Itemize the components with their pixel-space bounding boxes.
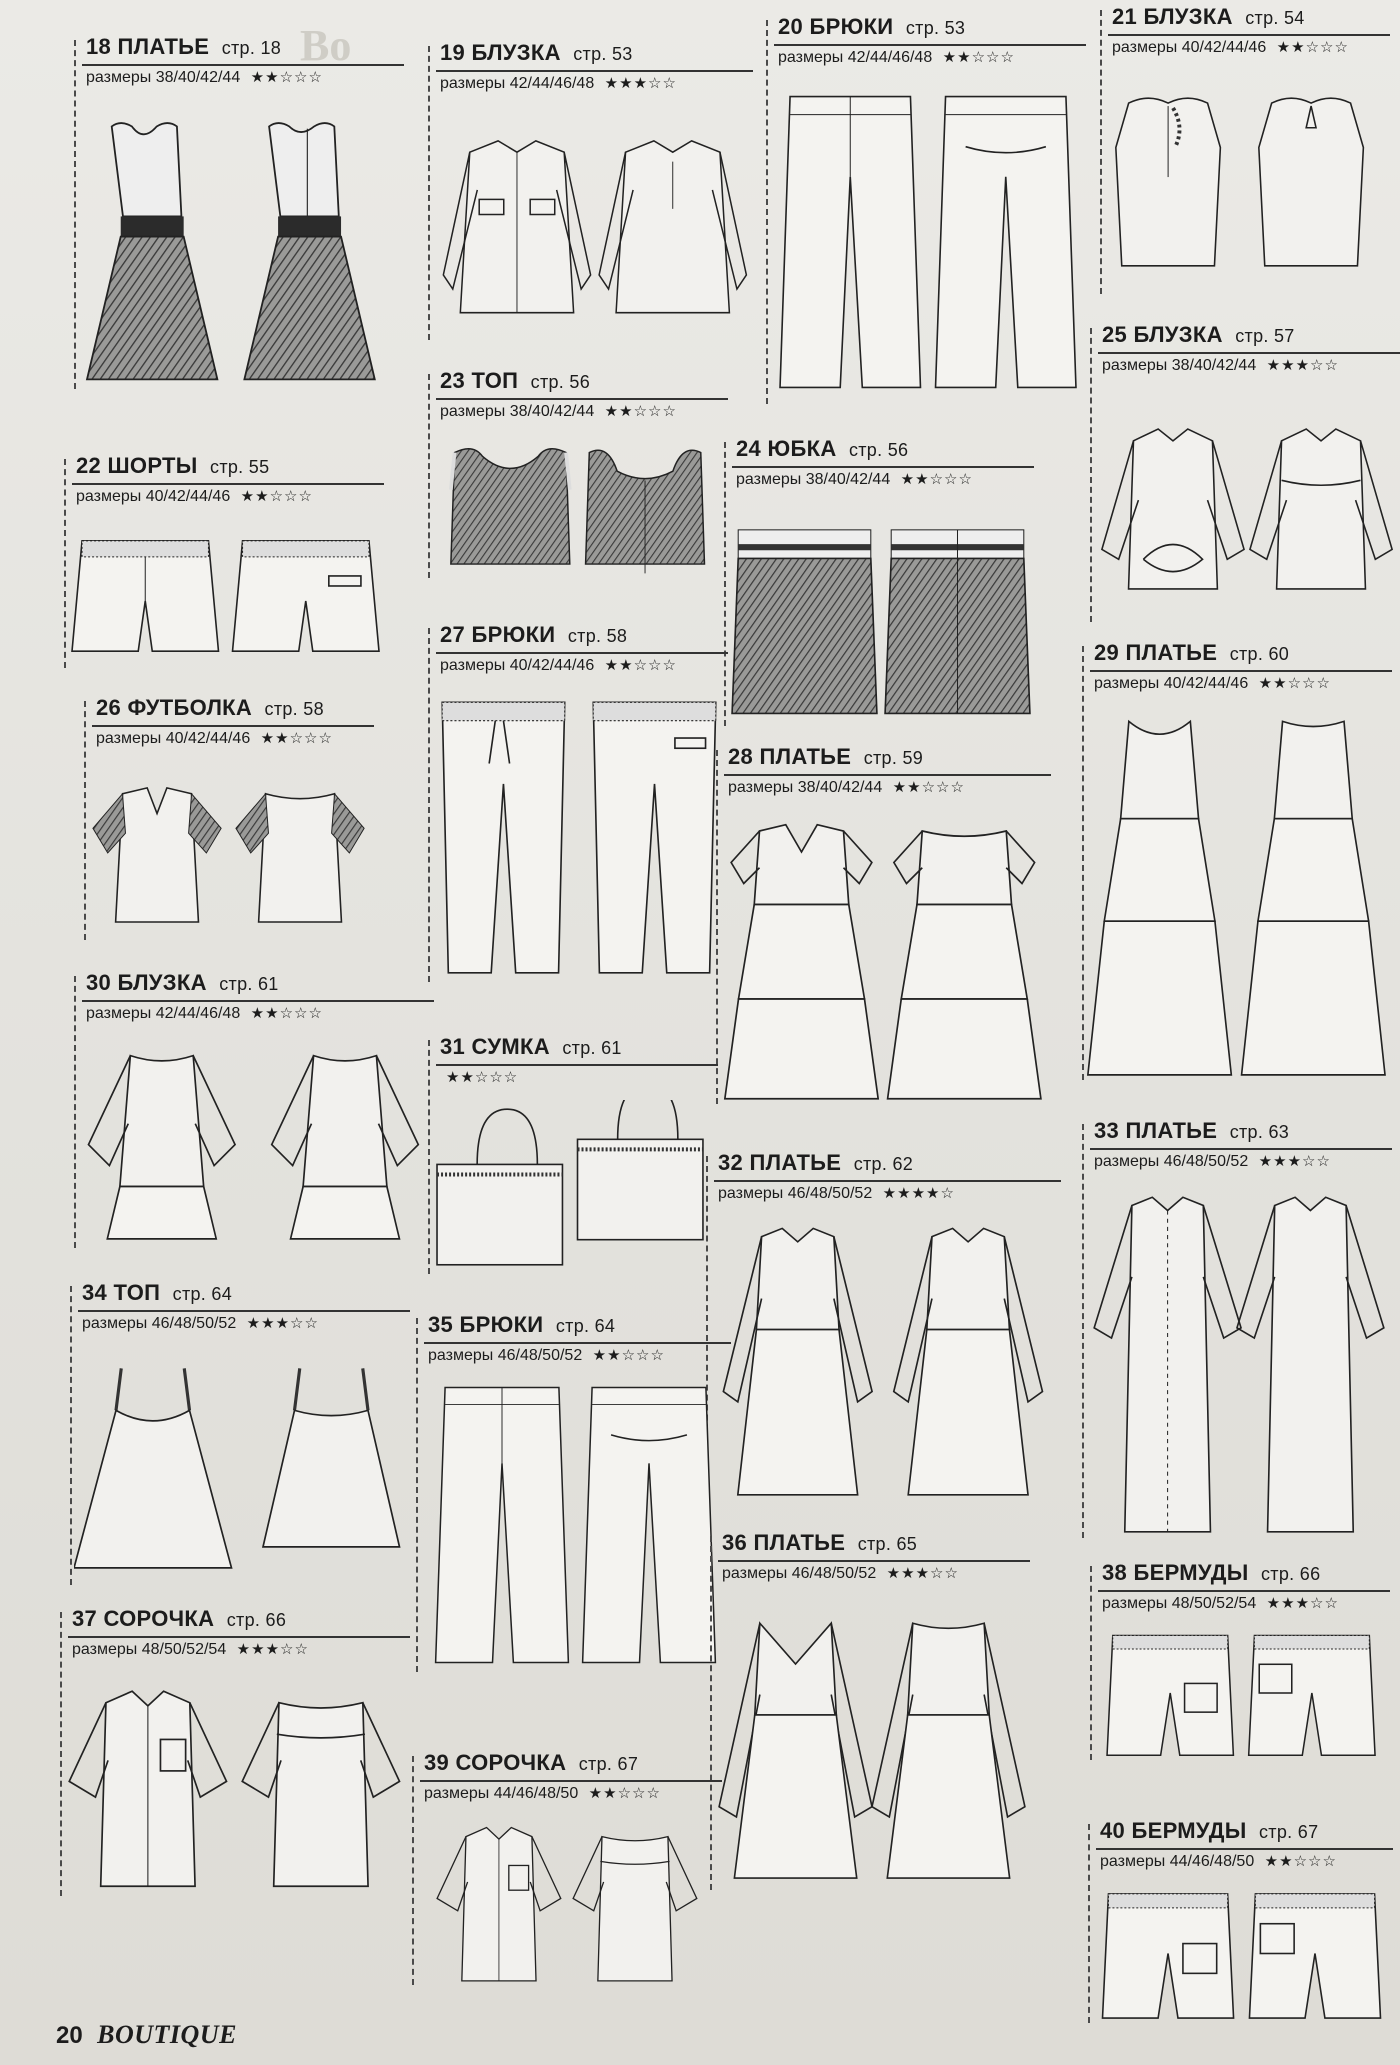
page-reference: стр. 18 [221,38,282,58]
shirt-long-sketch [432,106,753,340]
header-rule [92,725,374,727]
sizes-line [1102,1594,1339,1613]
sizes-line [736,470,973,489]
model-27 [428,622,728,982]
dress-maxi-sketch [1086,706,1392,1080]
dashed-guide [1090,328,1092,622]
difficulty-stars: ★★☆☆☆ [588,1785,661,1802]
top-sleeveless-sketch [1104,70,1390,294]
difficulty-stars: ★★☆☆☆ [604,403,677,420]
difficulty-stars: ★★☆☆☆ [942,49,1015,66]
difficulty-stars: ★★★★☆ [882,1185,955,1202]
bag-sketch [432,1100,718,1274]
header-rule [1108,34,1390,36]
model-header [416,1312,731,1374]
sizes-line [96,729,333,748]
garment-type: СУМКА [471,1034,550,1059]
model-22 [64,453,384,668]
model-header [724,436,1034,498]
model-number: 27 [440,622,466,647]
sizes-line [424,1784,661,1803]
technical-drawing [770,80,1086,404]
garment-type: ПЛАТЬЕ [759,744,852,769]
difficulty-stars: ★★☆☆☆ [900,471,973,488]
model-header [84,695,374,757]
model-36 [710,1530,1030,1890]
technical-drawing [720,810,1051,1104]
dashed-guide [428,1040,430,1274]
difficulty-stars: ★★★☆☆ [1266,357,1339,374]
header-rule [718,1560,1030,1562]
model-number: 32 [718,1150,744,1175]
technical-drawing [432,1100,718,1274]
model-title [440,622,627,648]
model-header [428,40,753,102]
difficulty-stars: ★★★☆☆ [246,1315,319,1332]
technical-drawing [432,434,728,578]
garment-type: БЛУЗКА [1143,4,1233,29]
header-rule [82,64,404,66]
header-rule [436,398,728,400]
sizes-text: размеры 40/42/44/46 [1094,675,1249,692]
sizes-text: размеры 40/42/44/46 [76,488,231,505]
model-header [1082,1118,1392,1180]
garment-type: ПЛАТЬЕ [1125,640,1218,665]
model-26 [84,695,374,940]
model-30 [74,970,434,1248]
model-number: 33 [1094,1118,1120,1143]
header-rule [1098,352,1400,354]
garment-type: ТОП [113,1280,161,1305]
garment-type: СОРОЧКА [103,1606,215,1631]
garment-type: ТОП [471,368,519,393]
technical-drawing [74,1346,410,1585]
dashed-guide [1082,1124,1084,1538]
model-number: 38 [1102,1560,1128,1585]
model-34 [70,1280,410,1585]
sizes-line [728,778,965,797]
sizes-line [72,1640,309,1659]
model-number: 18 [86,34,112,59]
model-number: 19 [440,40,466,65]
difficulty-stars: ★★☆☆☆ [604,657,677,674]
sizes-text: размеры 42/44/46/48 [778,49,933,66]
model-header [428,1034,718,1096]
difficulty-stars: ★★★☆☆ [886,1565,959,1582]
model-title [1094,1118,1289,1144]
page-reference: стр. 67 [578,1754,639,1774]
model-32 [706,1150,1061,1500]
model-number: 21 [1112,4,1138,29]
page-reference: стр. 67 [1259,1822,1319,1842]
model-37 [60,1606,410,1896]
model-23 [428,368,728,578]
garment-type: БЛУЗКА [471,40,561,65]
sizes-text: размеры 38/40/42/44 [736,471,891,488]
dashed-guide [416,1318,418,1672]
dashed-guide [84,701,86,940]
sizes-line [1112,38,1349,57]
technical-drawing [88,761,374,940]
trousers-wide-sketch [420,1378,731,1672]
page-reference: стр. 58 [567,626,628,646]
model-header [1082,640,1392,702]
dress-wrap-sketch [714,1596,1030,1890]
header-rule [1096,1848,1393,1850]
dashed-guide [1088,1824,1090,2023]
model-title [440,1034,622,1060]
sizes-text: размеры 40/42/44/46 [440,657,595,674]
sizes-line [1100,1852,1337,1871]
model-number: 35 [428,1312,454,1337]
sizes-line [440,1068,518,1087]
model-header [64,453,384,515]
model-header [1100,4,1390,66]
technical-drawing [416,1816,722,1985]
sizes-line [86,1004,323,1023]
model-number: 30 [86,970,112,995]
difficulty-stars: ★★☆☆☆ [1258,675,1331,692]
technical-drawing [1092,1884,1393,2023]
technical-drawing [728,502,1034,726]
header-rule [78,1310,410,1312]
technical-drawing [78,100,404,389]
sizes-text: размеры 38/40/42/44 [86,69,241,86]
garment-type: БРЮКИ [459,1312,544,1337]
model-title [76,453,269,479]
header-rule [1098,1590,1390,1592]
shirt-short-sketch [416,1816,722,1985]
model-header [716,744,1051,806]
sizes-text: размеры 46/48/50/52 [718,1185,873,1202]
model-title [778,14,965,40]
garment-type: БЕРМУДЫ [1131,1818,1247,1843]
dashed-guide [766,20,768,404]
model-number: 39 [424,1750,450,1775]
shirt-short-sketch [64,1672,410,1896]
model-35 [416,1312,731,1672]
dashed-guide [64,459,66,668]
model-title [1100,1818,1318,1844]
dashed-guide [74,976,76,1248]
model-title [428,1312,615,1338]
garment-type: СОРОЧКА [455,1750,567,1775]
sizes-text: размеры 42/44/46/48 [440,75,595,92]
model-18 [74,34,404,389]
sizes-line [86,68,323,87]
difficulty-stars: ★★☆☆☆ [250,1005,323,1022]
sizes-text: размеры 44/46/48/50 [1100,1853,1255,1870]
model-number: 20 [778,14,804,39]
model-21 [1100,4,1390,294]
page-footer [56,2020,237,2050]
shorts-sketch [68,519,384,668]
model-20 [766,14,1086,404]
model-number: 37 [72,1606,98,1631]
header-rule [1090,1148,1392,1150]
header-rule [420,1780,722,1782]
page-reference: стр. 53 [573,44,633,64]
model-header [428,368,728,430]
garment-type: БЕРМУДЫ [1133,1560,1249,1585]
header-rule [82,1000,434,1002]
garment-type: ПЛАТЬЕ [753,1530,846,1555]
sizes-line [440,402,677,421]
model-title [1112,4,1305,30]
page-reference: стр. 65 [857,1534,918,1554]
model-39 [412,1750,722,1985]
page-reference: стр. 64 [172,1284,233,1304]
model-header [1090,322,1400,384]
blouse-ruffle-sketch [78,1036,434,1248]
magazine-logo: BOUTIQUE [97,2020,237,2049]
model-header [1088,1818,1393,1880]
page-reference: стр. 66 [1261,1564,1321,1584]
model-number: 25 [1102,322,1128,347]
model-title [722,1530,917,1556]
page-reference: стр. 54 [1245,8,1305,28]
shirt-dress-sketch [1086,1184,1392,1538]
bleed-through-text: Во [300,21,352,70]
model-40 [1088,1818,1393,2023]
model-title [736,436,908,462]
model-number: 29 [1094,640,1120,665]
page-reference: стр. 61 [219,974,279,994]
technical-drawing [1104,70,1390,294]
page-reference: стр. 66 [226,1610,287,1630]
dashed-guide [60,1612,62,1896]
technical-drawing [1094,1626,1390,1760]
trousers-wide-sketch [770,80,1086,404]
header-rule [436,70,753,72]
sizes-line [428,1346,665,1365]
model-number: 31 [440,1034,466,1059]
model-title [1102,1560,1320,1586]
model-header [60,1606,410,1668]
garment-type: ЮБКА [767,436,837,461]
difficulty-stars: ★★☆☆☆ [1276,39,1349,56]
technical-drawing [1094,388,1400,622]
sizes-line [718,1184,955,1203]
sizes-line [1094,1152,1331,1171]
technical-drawing [420,1378,731,1672]
dashed-guide [412,1756,414,1985]
skirt-dark-sketch [728,502,1034,726]
model-number: 22 [76,453,102,478]
sizes-text: размеры 46/48/50/52 [722,1565,877,1582]
model-header [412,1750,722,1812]
technical-drawing [78,1036,434,1248]
sizes-line [1094,674,1331,693]
model-title [424,1750,638,1776]
sizes-text: размеры 40/42/44/46 [96,730,251,747]
header-rule [424,1342,731,1344]
model-number: 23 [440,368,466,393]
technical-drawing [1086,706,1392,1080]
page-number: 20 [56,2022,83,2049]
header-rule [436,652,728,654]
page-reference: стр. 61 [562,1038,622,1058]
sizes-line [440,74,677,93]
technical-drawing [1086,1184,1392,1538]
dashed-guide [1100,10,1102,294]
model-header [1090,1560,1390,1622]
difficulty-stars: ★★★☆☆ [236,1641,309,1658]
garment-type: ШОРТЫ [107,453,198,478]
garment-type: БРЮКИ [809,14,894,39]
garment-type: БЛУЗКА [1133,322,1223,347]
header-rule [732,466,1034,468]
model-title [1102,322,1295,348]
tshirt-sketch [88,761,374,940]
header-rule [436,1064,718,1066]
model-number: 28 [728,744,754,769]
difficulty-stars: ★★☆☆☆ [250,69,323,86]
garment-type: ФУТБОЛКА [127,695,253,720]
page-reference: стр. 53 [905,18,966,38]
difficulty-stars: ★★☆☆☆ [592,1347,665,1364]
header-rule [68,1636,410,1638]
dashed-guide [70,1286,72,1585]
header-rule [774,44,1086,46]
technical-drawing [68,519,384,668]
model-31 [428,1034,718,1274]
bermuda-sketch [1092,1884,1393,2023]
sizes-line [82,1314,319,1333]
cami-sketch [74,1346,410,1585]
difficulty-stars: ★★☆☆☆ [260,730,333,747]
header-rule [724,774,1051,776]
sizes-text: размеры 40/42/44/46 [1112,39,1267,56]
model-number: 34 [82,1280,108,1305]
model-title [82,1280,232,1306]
dashed-guide [428,628,430,982]
page-reference: стр. 63 [1229,1122,1290,1142]
model-header [70,1280,410,1342]
difficulty-stars: ★★☆☆☆ [892,779,965,796]
dashed-guide [1090,1566,1092,1760]
sizes-text: размеры 38/40/42/44 [1102,357,1257,374]
dashed-guide [428,46,430,340]
model-25 [1090,322,1400,622]
model-header [766,14,1086,76]
sizes-line [778,48,1015,67]
bermuda-sketch [1094,1626,1390,1760]
sizes-text: размеры 38/40/42/44 [440,403,595,420]
model-header [710,1530,1030,1592]
page-reference: стр. 56 [848,440,909,460]
sizes-text: размеры 48/50/52/54 [72,1641,227,1658]
dashed-guide [428,374,430,578]
page-reference: стр. 62 [853,1154,914,1174]
model-title [440,40,633,66]
difficulty-stars: ★★★☆☆ [604,75,677,92]
difficulty-stars: ★★★☆☆ [1266,1595,1339,1612]
page-reference: стр. 59 [863,748,924,768]
model-number: 40 [1100,1818,1126,1843]
shirt-tie-sketch [1094,388,1400,622]
model-header [74,970,434,1032]
model-title [72,1606,286,1632]
dashed-guide [1082,646,1084,1080]
model-28 [716,744,1051,1104]
sizes-line [440,656,677,675]
model-19 [428,40,753,340]
difficulty-stars: ★★★☆☆ [1258,1153,1331,1170]
page-reference: стр. 57 [1235,326,1295,346]
model-38 [1090,1560,1390,1760]
difficulty-stars: ★★☆☆☆ [1264,1853,1337,1870]
model-header [428,622,728,684]
garment-type: ПЛАТЬЕ [1125,1118,1218,1143]
page-reference: стр. 56 [530,372,591,392]
model-title [718,1150,913,1176]
page-reference: стр. 64 [555,1316,616,1336]
dress-longsleeve-sketch [710,1216,1061,1500]
sizes-text: размеры 38/40/42/44 [728,779,883,796]
sizes-text: размеры 46/48/50/52 [428,1347,583,1364]
model-title [1094,640,1289,666]
sizes-text: размеры 48/50/52/54 [1102,1595,1257,1612]
model-header [706,1150,1061,1212]
crop-top-dark-sketch [432,434,728,578]
difficulty-stars: ★★☆☆☆ [240,488,313,505]
trousers-slim-sketch [432,688,728,982]
model-title [86,34,281,60]
difficulty-stars: ★★☆☆☆ [446,1069,519,1086]
technical-drawing [714,1596,1030,1890]
page-reference: стр. 58 [264,699,324,719]
technical-drawing [432,106,753,340]
page-reference: стр. 55 [210,457,270,477]
sizes-line [76,487,313,506]
technical-drawing [432,688,728,982]
technical-drawing [64,1672,410,1896]
sizes-text: размеры 46/48/50/52 [1094,1153,1249,1170]
model-title [86,970,279,996]
model-header [74,34,404,96]
sizes-line [722,1564,959,1583]
sizes-line [1102,356,1339,375]
page-reference: стр. 60 [1229,644,1290,664]
model-number: 24 [736,436,762,461]
model-29 [1082,640,1392,1080]
garment-type: БРЮКИ [471,622,556,647]
header-rule [72,483,384,485]
sizes-text: размеры 44/46/48/50 [424,1785,579,1802]
model-title [96,695,324,721]
model-title [440,368,590,394]
header-rule [1090,670,1392,672]
model-number: 36 [722,1530,748,1555]
model-24 [724,436,1034,726]
dress-tiered-sketch [720,810,1051,1104]
model-number: 26 [96,695,122,720]
header-rule [714,1180,1061,1182]
sizes-text: размеры 46/48/50/52 [82,1315,237,1332]
garment-type: ПЛАТЬЕ [117,34,210,59]
model-33 [1082,1118,1392,1538]
technical-drawing [710,1216,1061,1500]
dashed-guide [74,40,76,389]
garment-type: ПЛАТЬЕ [749,1150,842,1175]
garment-type: БЛУЗКА [117,970,207,995]
dress-dark-sketch [78,100,404,389]
sizes-text: размеры 42/44/46/48 [86,1005,241,1022]
model-title [728,744,923,770]
